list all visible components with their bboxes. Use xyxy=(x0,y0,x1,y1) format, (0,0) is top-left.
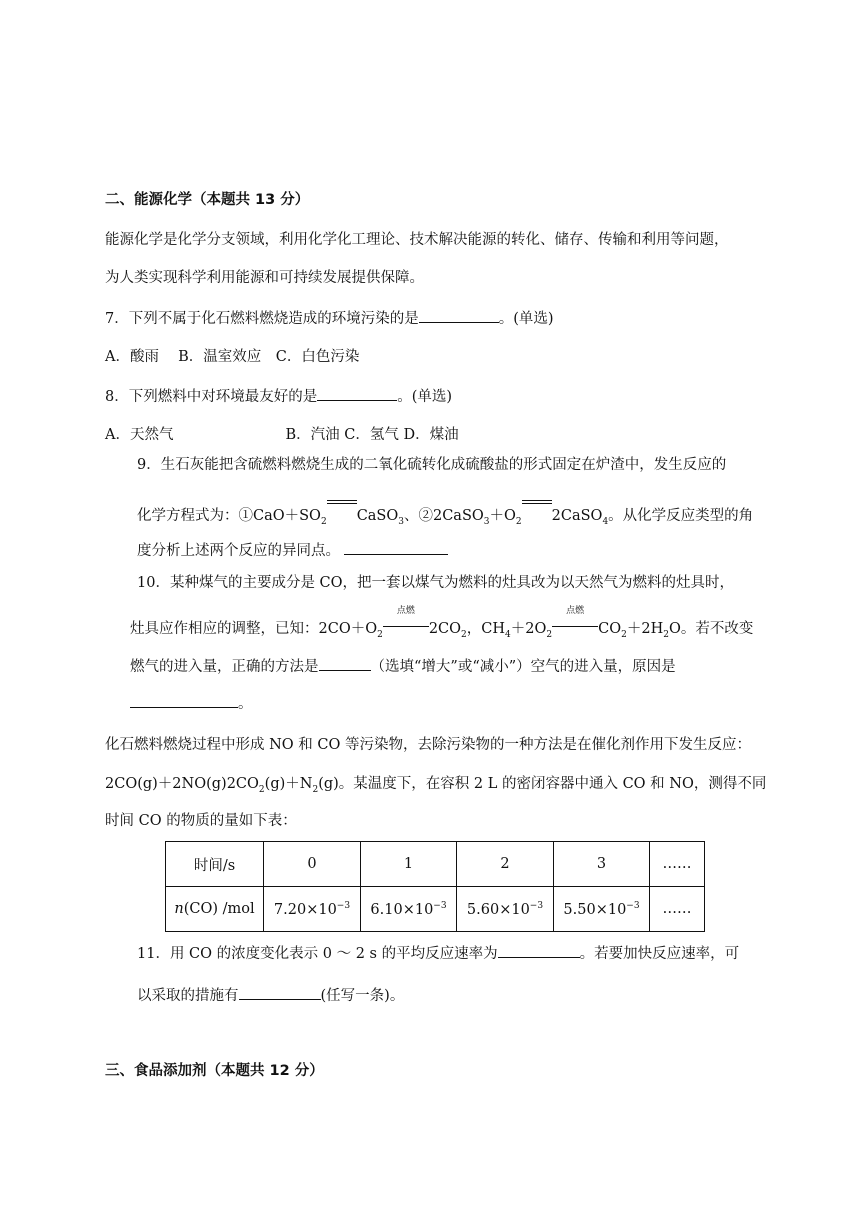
option-text: A．天然气 xyxy=(105,427,174,443)
equation-text: (g)。某温度下，在容积 2 L 的密闭容器中通入 CO 和 NO，测得不同 xyxy=(318,776,767,792)
passage-equation xyxy=(105,774,766,800)
question-stem: 。(单选) xyxy=(397,389,453,405)
question-stem: 8．下列燃料中对环境最友好的是 xyxy=(105,389,318,405)
subscript: 2 xyxy=(515,516,522,527)
passage-text: 化石燃料燃烧过程中形成 NO 和 CO 等污染物，去除污染物的一种方法是在催化剂作用下发生反应： xyxy=(105,737,751,753)
variable-symbol: n xyxy=(174,901,184,917)
intro-text: 能源化学是化学分支领域，利用化学化工理论、技术解决能源的转化、储存、传输和利用等问题， xyxy=(105,232,729,248)
answer-blank[interactable] xyxy=(317,386,397,401)
table-cell: 时间/s xyxy=(166,842,264,887)
table-cell xyxy=(457,887,554,932)
table-cell xyxy=(554,887,650,932)
question-9-ask xyxy=(137,540,448,561)
question-10-reason xyxy=(130,693,253,714)
subscript: 4 xyxy=(505,629,511,640)
equation-text: O。若不改变 xyxy=(668,621,754,637)
table-cell: 2 xyxy=(457,842,554,887)
question-8-options xyxy=(105,425,459,445)
subscript: 2 xyxy=(546,629,553,640)
subscript: 2 xyxy=(621,629,627,640)
subscript: 2 xyxy=(663,629,669,640)
equation-text: ＋O xyxy=(489,508,516,524)
passage-text: 时间 CO 的物质的量如下表： xyxy=(105,813,297,829)
table-row-label xyxy=(166,887,264,932)
equation-text: ＋2O xyxy=(510,621,547,637)
table-cell: 1 xyxy=(361,842,457,887)
question-10: 10．某种煤气的主要成分是 CO，把一套以煤气为燃料的灶具改为以天然气为燃料的灶具时， xyxy=(137,575,735,591)
table-cell: …… xyxy=(650,842,705,887)
reaction-arrow xyxy=(383,606,429,633)
question-stem: 11．用 CO 的浓度变化表示 0 ～ 2 s 的平均反应速率为 xyxy=(137,946,498,962)
unit-label: (CO) /mol xyxy=(183,901,255,917)
table-cell xyxy=(361,887,457,932)
answer-blank[interactable] xyxy=(419,308,499,323)
option-text: B．汽油 C．氢气 D．煤油 xyxy=(285,427,459,443)
question-stem: （选填“增大”或“减小”）空气的进入量，原因是 xyxy=(370,659,676,675)
table-row xyxy=(166,887,705,932)
question-10-ask xyxy=(130,656,676,677)
equation-text: 化学方程式为：①CaO＋SO xyxy=(137,508,321,524)
exponent: −3 xyxy=(529,900,544,911)
exponent: −3 xyxy=(626,900,640,911)
question-stem: 度分析上述两个反应的异同点。 xyxy=(137,543,340,559)
table-cell: …… xyxy=(650,887,705,932)
question-stem: 。 xyxy=(238,696,253,712)
question-7-options: A．酸雨 B．温室效应 C．白色污染 xyxy=(105,349,360,365)
question-9-equation xyxy=(137,506,753,532)
question-11-measures xyxy=(137,985,404,1006)
exponent: −3 xyxy=(336,900,351,911)
answer-blank[interactable] xyxy=(344,540,448,555)
subscript: 2 xyxy=(377,629,383,640)
equation-text: 、②2CaSO xyxy=(403,508,484,524)
cell-value: 7.20×10 xyxy=(273,901,337,918)
section-heading: 三、食品添加剂（本题共 12 分） xyxy=(105,1063,324,1079)
subscript: 3 xyxy=(483,516,490,527)
equation-text: CaSO xyxy=(356,508,399,524)
reaction-condition: 点燃 xyxy=(396,606,415,616)
cell-value: 5.50×10 xyxy=(563,901,627,918)
exponent: −3 xyxy=(433,900,447,911)
equation-text: 2CO(g)＋2NO(g)2CO xyxy=(105,776,259,792)
question-10-equation xyxy=(130,606,754,645)
answer-blank[interactable] xyxy=(130,693,238,708)
equation-text: CO xyxy=(598,621,622,637)
equation-text: 灶具应作相应的调整，已知：2CO＋O xyxy=(130,621,378,637)
question-stem: 。若要加快反应速率，可 xyxy=(579,946,740,962)
subscript: 2 xyxy=(461,629,467,640)
subscript: 2 xyxy=(312,784,319,795)
table-header-row xyxy=(166,842,705,887)
question-11 xyxy=(137,943,739,964)
equilibrium-sign xyxy=(327,506,357,520)
subscript: 4 xyxy=(602,516,609,527)
section-heading: 二、能源化学（本题共 13 分） xyxy=(105,192,310,208)
subscript: 2 xyxy=(258,784,265,795)
question-stem: 7．下列不属于化石燃料燃烧造成的环境污染的是 xyxy=(105,311,419,327)
question-stem: (任写一条)。 xyxy=(320,988,405,1004)
table-cell xyxy=(264,887,361,932)
reaction-arrow xyxy=(552,606,598,633)
equation-text: ，CH xyxy=(466,621,506,637)
equation-text: (g)＋N xyxy=(264,776,313,792)
data-table xyxy=(165,841,705,932)
table-cell: 3 xyxy=(554,842,650,887)
equation-text: ＋2H xyxy=(626,621,664,637)
question-stem: 以采取的措施有 xyxy=(137,988,239,1004)
question-stem: 。(单选) xyxy=(498,311,554,327)
equilibrium-sign xyxy=(522,506,552,520)
question-9: 9．生石灰能把含硫燃料燃烧生成的二氧化硫转化成硫酸盐的形式固定在炉渣中，发生反应的 xyxy=(137,457,727,473)
reaction-condition: 点燃 xyxy=(566,606,585,616)
question-stem: 燃气的进入量，正确的方法是 xyxy=(130,659,319,675)
answer-blank[interactable] xyxy=(319,656,371,671)
answer-blank[interactable] xyxy=(498,943,580,958)
question-8 xyxy=(105,386,452,407)
intro-text: 为人类实现科学利用能源和可持续发展提供保障。 xyxy=(105,270,424,286)
equation-text: 2CO xyxy=(428,621,462,637)
cell-value: 6.10×10 xyxy=(370,901,434,918)
cell-value: 5.60×10 xyxy=(466,901,530,918)
subscript: 2 xyxy=(320,516,327,527)
answer-blank[interactable] xyxy=(239,985,321,1000)
question-7 xyxy=(105,308,554,329)
equation-text: 2CaSO xyxy=(551,508,603,524)
subscript: 3 xyxy=(398,516,404,527)
table-cell: 0 xyxy=(264,842,361,887)
equation-text: 。从化学反应类型的角 xyxy=(608,508,754,524)
